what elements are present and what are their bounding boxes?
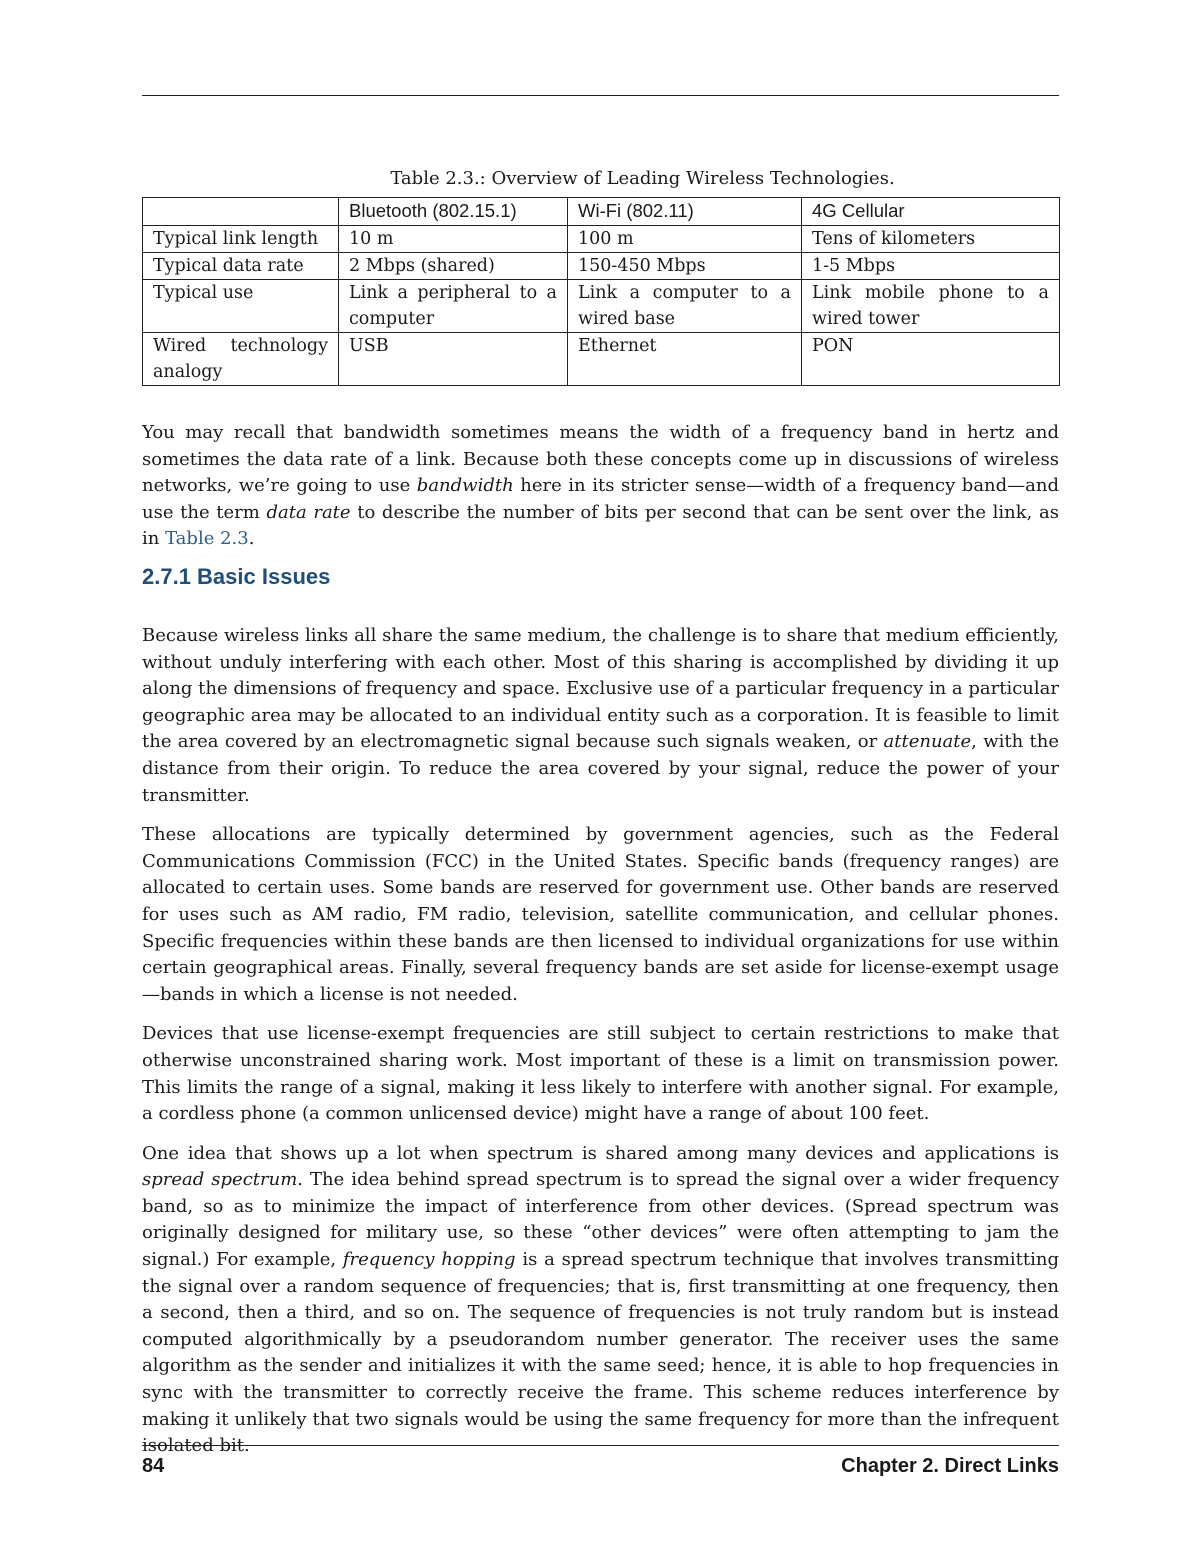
table-cell: 150-450 Mbps	[568, 253, 802, 280]
text-run: You may recall that bandwidth sometimes means the width of a frequency band in hertz and sometimes the data rate of a link. Because both these concepts come up in discussions of wireless networks, we’re going to use	[142, 422, 1059, 497]
table-cell: Tens of kilometers	[802, 226, 1060, 253]
paragraph-1	[142, 623, 1059, 809]
text-run: . The idea behind spread spectrum is to spread the signal over a wider frequency band, so as to minimize the impact of interference from other devices. (Spread spectrum was originally designed for military use, so these “other devices” were often attempting to jam the signal.) For example,	[142, 1169, 1060, 1271]
section-heading: 2.7.1 Basic Issues	[142, 564, 331, 589]
paragraph-2: These allocations are typically determined by government agencies, such as the Federal Communications Commission (FCC) in the United States. Specific bands (frequency ranges) are allocated to certain uses. Some bands are reserved for government use. Other bands are reserved for uses such as AM radio, FM radio, television, satellite communication, and cellular phones. Specific frequencies within these bands are then licensed to individual organizations for use within certain geographical areas. Finally, several frequency bands are set aside for license-exempt usage—bands in which a license is not needed.	[142, 824, 1059, 1005]
emphasis: frequency hopping	[342, 1249, 516, 1271]
text-run: Because wireless links all share the same medium, the challenge is to share that medium efficiently, without unduly interfering with each other. Most of this sharing is accomplished by dividing it up along the dimensions of frequency and space. Exclusive use of a particular frequency in a particular geographic area may be allocated to an individual entity such as a corporation. It is feasible to limit the area covered by an electromagnetic signal because such signals weaken, or	[142, 625, 1059, 753]
table-row	[143, 226, 1060, 253]
text-run: to describe the number of bits per second that can be sent over the link, as in	[142, 501, 1059, 550]
text-run: is a spread spectrum technique that involves transmitting the signal over a random sequence of frequencies; that is, first transmitting at one frequency, then a second, then a third, and so on. The sequence of frequencies is not truly random but is instead computed algorithmically by a pseudorandom number generator. The receiver uses the same algorithm as the sender and initializes it with the same seed; hence, it is able to hop frequencies in sync with the transmitter to correctly receive the frame. This scheme reduces interference by making it unlikely that two signals would be using the same frequency for more than the infrequent isolated bit.	[142, 1249, 1059, 1457]
table-cell: Link a computer to a wired base	[568, 280, 802, 333]
table-cell: 1-5 Mbps	[802, 253, 1060, 280]
header-rule	[142, 95, 1059, 96]
table-cell: Link a peripheral to a computer	[339, 280, 568, 333]
chapter-title: Chapter 2. Direct Links	[841, 1455, 1059, 1477]
table-caption: Table 2.3.: Overview of Leading Wireless Technologies.	[390, 168, 895, 189]
table-header-cell: Bluetooth (802.15.1)	[339, 198, 568, 226]
table-header-row	[143, 198, 1060, 226]
table-row-label: Typical link length	[143, 226, 339, 253]
emphasis: attenuate	[883, 731, 972, 753]
page-number: 84	[142, 1455, 165, 1477]
table-cell: 100 m	[568, 226, 802, 253]
paragraph-3: Devices that use license-exempt frequencies are still subject to certain restrictions to make that otherwise unconstrained sharing work. Most important of these is a limit on transmission power. This limits the range of a signal, making it less likely to interfere with another signal. For example, a cordless phone (a common unlicensed device) might have a range of about 100 feet.	[142, 1023, 1059, 1125]
table-row	[143, 253, 1060, 280]
table-cell: USB	[339, 333, 568, 386]
footer-rule	[142, 1445, 1059, 1446]
table-cell: 2 Mbps (shared)	[339, 253, 568, 280]
emphasis: bandwidth	[416, 475, 514, 497]
table-header-cell: Wi-Fi (802.11)	[568, 198, 802, 226]
emphasis: spread spectrum	[142, 1169, 298, 1191]
table-row	[143, 333, 1060, 386]
text-run: One idea that shows up a lot when spectrum is shared among many devices and applications is	[142, 1142, 1059, 1164]
emphasis: data rate	[266, 501, 351, 523]
table-cell: Link mobile phone to a wired tower	[802, 280, 1060, 333]
table-cell: 10 m	[339, 226, 568, 253]
table-row	[143, 280, 1060, 333]
text-run: .	[248, 528, 255, 550]
text-run: , with the distance from their origin. To reduce the area covered by your signal, reduce the power of your transmitter.	[142, 731, 1059, 806]
table-header-cell	[143, 198, 339, 226]
table-row-label: Typical use	[143, 280, 339, 333]
table-header-cell: 4G Cellular	[802, 198, 1060, 226]
section-body	[142, 623, 1059, 1473]
table-reference-link[interactable]: Table 2.3	[165, 528, 249, 550]
wireless-technologies-table	[142, 197, 1060, 386]
table-row-label: Typical data rate	[143, 253, 339, 280]
table-cell: Ethernet	[568, 333, 802, 386]
intro-paragraph	[142, 420, 1059, 566]
table-cell: PON	[802, 333, 1060, 386]
paragraph-4	[142, 1141, 1059, 1460]
text-run: here in its stricter sense—width of a frequency band—and use the term	[142, 475, 1060, 523]
table-row-label: Wired technology analogy	[143, 333, 339, 386]
